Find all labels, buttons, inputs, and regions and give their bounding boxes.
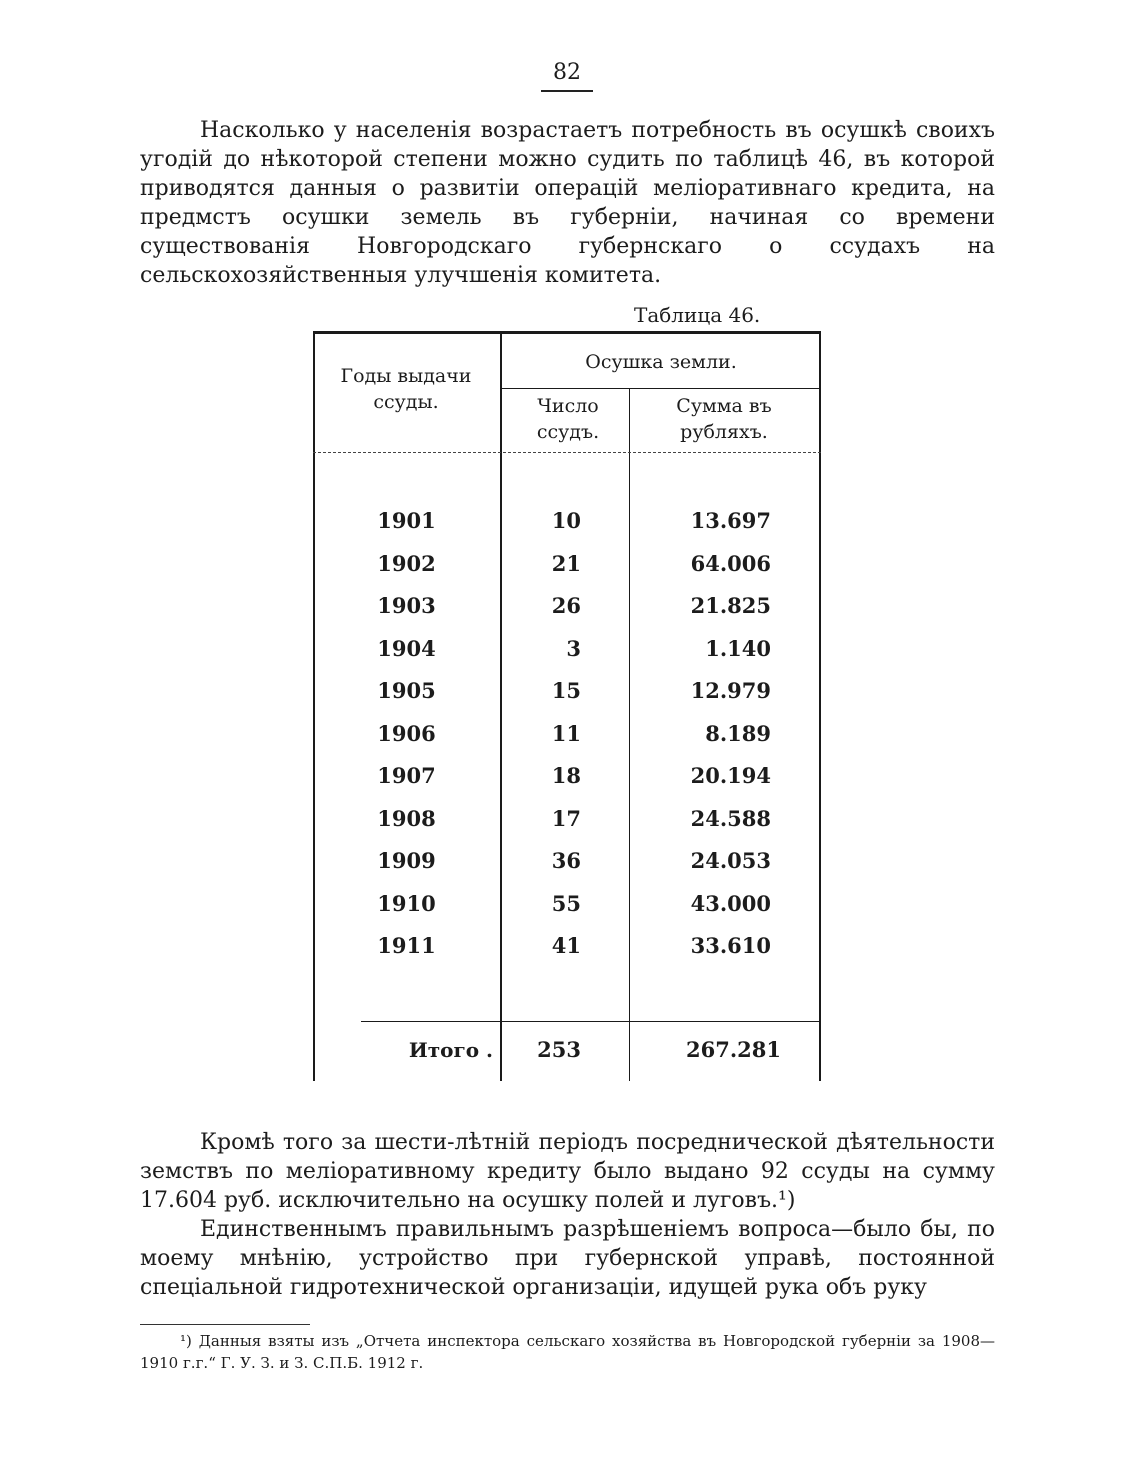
table-left-rule [313,331,315,1081]
sum-cell: 13.697 [690,508,771,533]
page-number: 82 [541,60,593,92]
year-cell: 1905 [377,678,436,703]
footnote-rule [140,1324,310,1325]
header-sum: Сумма въ рубляхъ. [676,395,772,443]
footnote: ¹) Данныя взяты изъ „Отчета инспектора сельскаго хозяйства въ Новгородской губерніи за 1908—1910 г.г.“ Г. У. З. и З. С.П.Б. 1912 г. [140,1332,995,1372]
total-rule [361,1021,821,1022]
total-sum: 267.281 [686,1037,781,1062]
year-cell: 1903 [377,593,436,618]
count-cell: 41 [551,933,581,958]
sum-cell: 43.000 [690,891,771,916]
year-cell: 1910 [377,891,436,916]
header-bottom-rule [313,452,821,453]
sum-cell: 12.979 [690,678,771,703]
count-cell: 21 [551,551,581,576]
year-cell: 1911 [377,933,436,958]
year-cell: 1901 [377,508,436,533]
table-row [313,721,821,749]
year-cell: 1904 [377,636,436,661]
sum-cell: 1.140 [705,636,771,661]
table-row [313,806,821,834]
total-count: 253 [537,1037,581,1062]
table-row [313,848,821,876]
table-row [313,763,821,791]
year-cell: 1906 [377,721,436,746]
paragraph-intro: Насколько у населенія возрастаетъ потребность въ осушкѣ своихъ угодій до нѣкоторой степени можно судить по таблицѣ 46, въ которой приводятся данныя о развитіи операцій меліоративнаго кредита, на предмстъ осушки земель въ губерніи, начиная со времени существованія Новгородскаго губернскаго о ссудахъ на сельскохозяйственныя улучшенія комитета. [140,118,995,288]
sum-cell: 64.006 [690,551,771,576]
sum-cell: 21.825 [690,593,771,618]
year-cell: 1902 [377,551,436,576]
sum-cell: 20.194 [690,763,771,788]
count-cell: 3 [566,636,581,661]
table-col-divider-1 [500,331,502,1081]
table-row [313,508,821,536]
header-years: Годы выдачи ссуды. [340,365,472,413]
table-row [313,551,821,579]
count-cell: 17 [551,806,581,831]
group-header-rule [500,388,821,389]
count-cell: 26 [551,593,581,618]
table-right-rule [819,331,821,1081]
year-cell: 1909 [377,848,436,873]
paragraph-conclusion: Единственнымъ правильнымъ разрѣшеніемъ вопроса—было бы, по моему мнѣнію, устройство при губернской управѣ, постоянной спеціальной гидротехнической организаціи, идущей рука объ руку [140,1217,995,1300]
sum-cell: 33.610 [690,933,771,958]
count-cell: 55 [551,891,581,916]
count-cell: 15 [551,678,581,703]
table-row [313,593,821,621]
paragraph-additional: Кромѣ того за шести-лѣтній періодъ посреднической дѣятельности земствъ по меліоративному кредиту было выдано 92 ссуды на сумму 17.604 руб. исключительно на осушку полей и луговъ.¹) [140,1130,995,1213]
year-cell: 1907 [377,763,436,788]
count-cell: 18 [551,763,581,788]
table-row [313,891,821,919]
sum-cell: 24.588 [690,806,771,831]
table-row [313,636,821,664]
count-cell: 11 [551,721,581,746]
count-cell: 10 [551,508,581,533]
total-label: Итого . [408,1038,493,1062]
count-cell: 36 [551,848,581,873]
table-row [313,678,821,706]
header-drainage: Осушка земли. [585,351,737,373]
table-total-row [313,1037,821,1065]
sum-cell: 8.189 [705,721,771,746]
table-caption: Таблица 46. [634,303,761,327]
sum-cell: 24.053 [690,848,771,873]
year-cell: 1908 [377,806,436,831]
table-top-rule [313,331,821,334]
data-table [313,331,821,1081]
header-count: Число ссудъ. [536,395,600,443]
table-row [313,933,821,961]
